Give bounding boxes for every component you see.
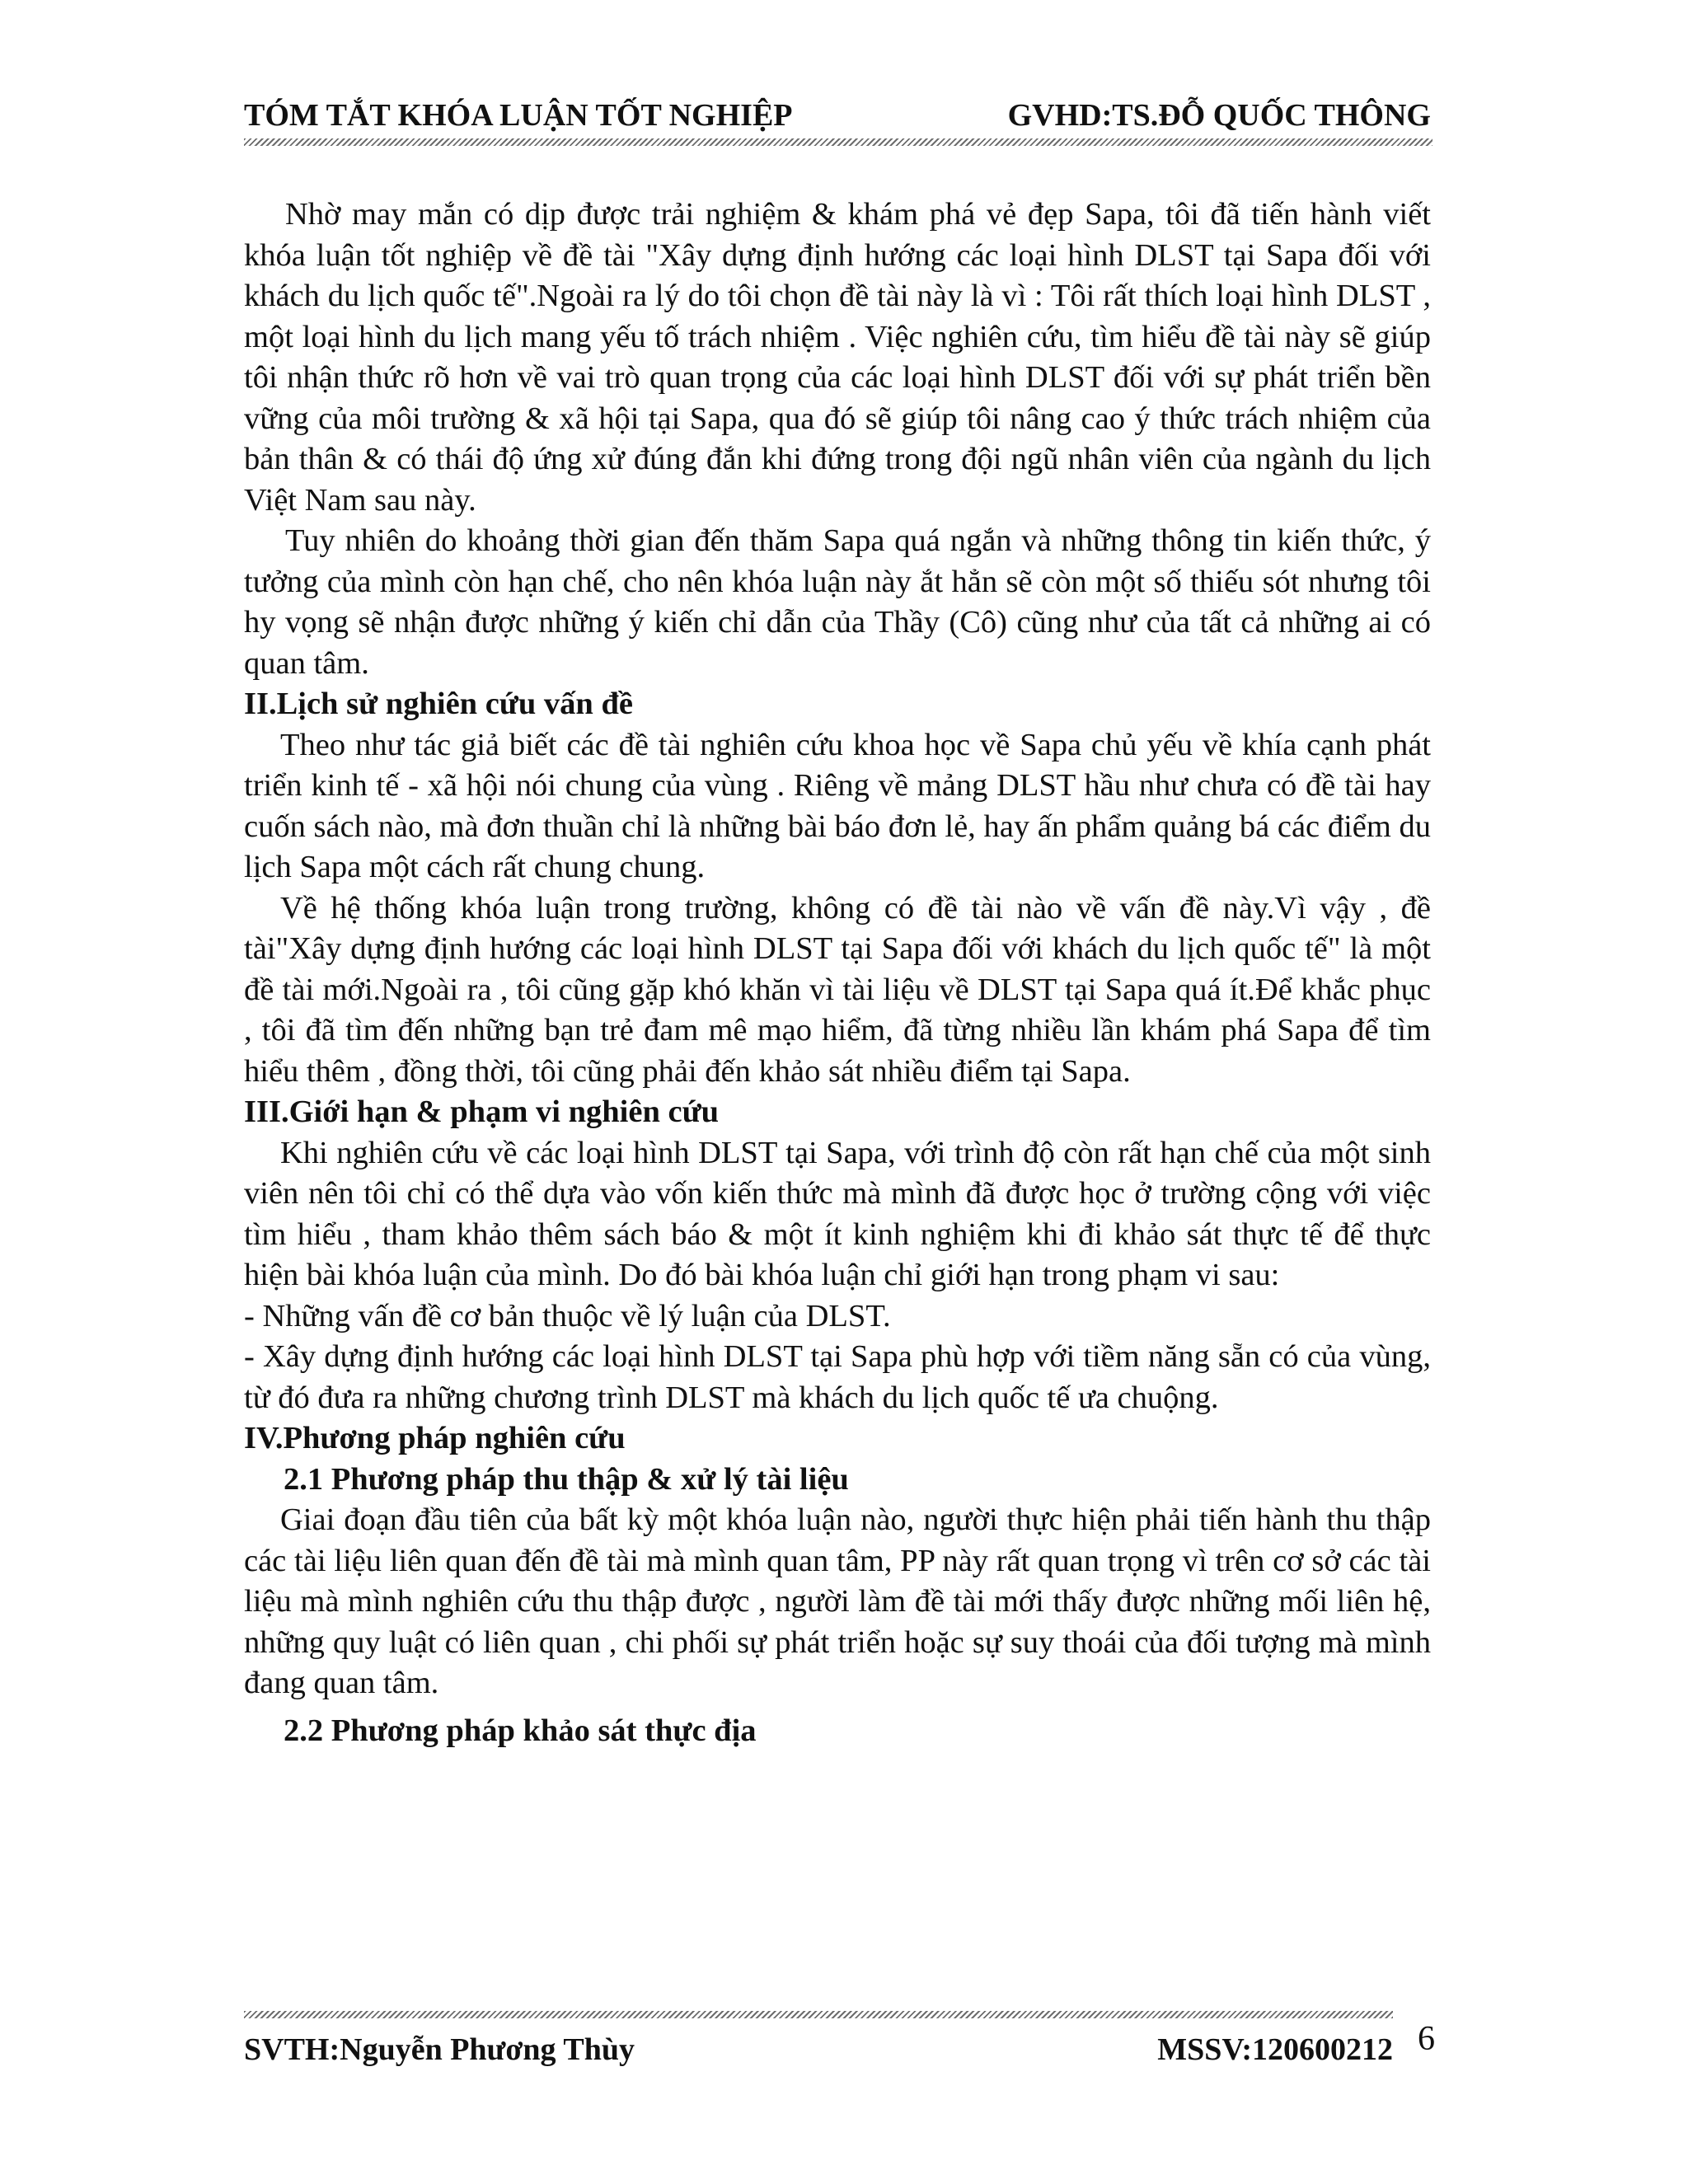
footer-divider (244, 2011, 1393, 2018)
header-divider (244, 138, 1432, 146)
paragraph-history-2: Về hệ thống khóa luận trong trường, không có đề tài nào về vấn đề này.Vì vậy , đề tài"Xây dựng định hướng các loại hình DLST tại Sapa đối với khách du lịch quốc tế" là một đề tài mới.Ngoài ra , tôi cũng gặp khó khăn vì tài liệu về DLST tại Sapa quá ít.Để khắc phục , tôi đã tìm đến những bạn trẻ đam mê mạo hiểm, đã từng nhiều lần khám phá Sapa để tìm hiểu thêm , đồng thời, tôi cũng phải đến khảo sát nhiều điểm tại Sapa. (244, 890, 1431, 1089)
section-heading-methods: IV.Phương pháp nghiên cứu (244, 1421, 626, 1455)
paragraph-data-collection: Giai đoạn đầu tiên của bất kỳ một khóa luận nào, người thực hiện phải tiến hành thu thập các tài liệu liên quan đến đề tài mà mình quan tâm, PP này rất quan trọng vì trên cơ sở các tài liệu mà mình nghiên cứu thu thập được , người làm đề tài mới thấy được những mối liên hệ, những quy luật có liên quan , chi phối sự phát triển hoặc sự suy thoái của đối tượng mà mình đang quan tâm. (244, 1502, 1431, 1700)
header-title: TÓM TẮT KHÓA LUẬN TỐT NGHIỆP (244, 98, 793, 133)
subheading-field-survey: 2.2 Phương pháp khảo sát thực địa (284, 1713, 757, 1748)
section-heading-scope: III.Giới hạn & phạm vi nghiên cứu (244, 1094, 720, 1129)
footer-student-name: SVTH:Nguyễn Phương Thùy (244, 2032, 635, 2067)
body-text (244, 194, 1431, 1751)
paragraph-limitations: Tuy nhiên do khoảng thời gian đến thăm Sapa quá ngắn và những thông tin kiến thức, ý tưởng của mình còn hạn chế, cho nên khóa luận này ắt hẳn sẽ còn một số thiếu sót nhưng tôi hy vọng sẽ nhận được những ý kiến chỉ dẫn của Thầy (Cô) cũng như của tất cả những ai có quan tâm. (244, 523, 1431, 681)
section-heading-history: II.Lịch sử nghiên cứu vấn đề (244, 687, 633, 721)
scope-item-orientation: - Xây dựng định hướng các loại hình DLST tại Sapa phù hợp với tiềm năng sẵn có của vùng, từ đó đưa ra những chương trình DLST mà khách du lịch quốc tế ưa chuộng. (244, 1339, 1431, 1415)
subheading-data-collection: 2.1 Phương pháp thu thập & xử lý tài liệu (284, 1461, 849, 1497)
scope-item-theory: - Những vấn đề cơ bản thuộc về lý luận của DLST. (244, 1298, 891, 1333)
header-advisor: GVHD:TS.ĐỖ QUỐC THÔNG (1007, 98, 1431, 133)
page-footer (244, 2032, 1393, 2078)
paragraph-history-1: Theo như tác giả biết các đề tài nghiên cứu khoa học về Sapa chủ yếu về khía cạnh phát triển kinh tế - xã hội nói chung của vùng . Riêng về mảng DLST hầu như chưa có đề tài hay cuốn sách nào, mà đơn thuần chỉ là những bài báo đơn lẻ, hay ấn phẩm quảng bá các điểm du lịch Sapa một cách rất chung chung. (244, 727, 1431, 884)
paragraph-scope: Khi nghiên cứu về các loại hình DLST tại Sapa, với trình độ còn rất hạn chế của một sinh viên nên tôi chỉ có thể dựa vào vốn kiến thức mà mình đã được học ở trường cộng với việc tìm hiểu , tham khảo thêm sách báo & một ít kinh nghiệm khi đi khảo sát thực tế để thực hiện bài khóa luận của mình. Do đó bài khóa luận chỉ giới hạn trong phạm vi sau: (244, 1135, 1431, 1292)
paragraph-intro: Nhờ may mắn có dịp được trải nghiệm & khám phá vẻ đẹp Sapa, tôi đã tiến hành viết khóa luận tốt nghiệp về đề tài "Xây dựng định hướng các loại hình DLST tại Sapa đối với khách du lịch quốc tế".Ngoài ra lý do tôi chọn đề tài này là vì : Tôi rất thích loại hình DLST , một loại hình du lịch mang yếu tố trách nhiệm . Việc nghiên cứu, tìm hiểu đề tài này sẽ giúp tôi nhận thức rõ hơn về vai trò quan trọng của các loại hình DLST đối với sự phát triển bền vững của môi trường & xã hội tại Sapa, qua đó sẽ giúp tôi nâng cao ý thức trách nhiệm của bản thân & có thái độ ứng xử đúng đắn khi đứng trong đội ngũ nhân viên của ngành du lịch Việt Nam sau này. (244, 197, 1431, 518)
page-header (244, 97, 1431, 143)
footer-student-id: MSSV:120600212 (1157, 2032, 1393, 2067)
page-number: 6 (1418, 2020, 1435, 2058)
